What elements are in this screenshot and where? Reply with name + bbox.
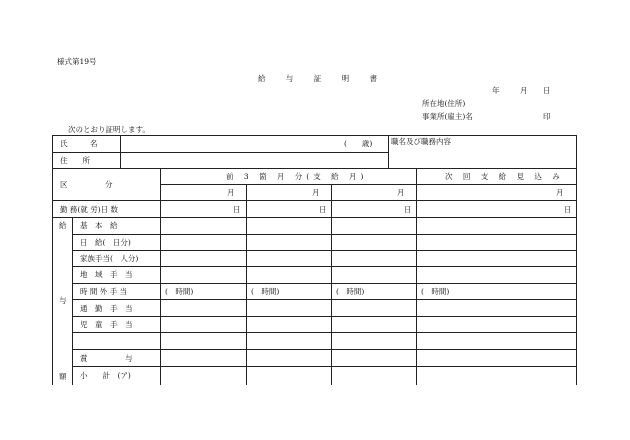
side-label-yo: 与 [59,296,67,305]
month-next: 月 [556,188,564,197]
overtime-hours-next: ( 時間) [421,287,450,296]
employer-label: 事業所(雇主)名 [422,112,473,121]
age-label: ( 歳) [344,139,373,148]
row-label-overtime: 時 間 外 手 当 [80,287,128,296]
work-days-label: 勤 務(就 労)日 数 [60,205,119,214]
day-3: 日 [404,205,412,214]
job-label: 職名及び職務内容 [391,137,451,146]
name-label: 氏 名 [60,139,98,148]
prev3-header: 前 3 箇 月 分(支 給 月) [226,172,368,181]
row-label-regional: 地 域 手 当 [80,270,133,279]
date-month: 月 [520,86,528,95]
month-2: 月 [312,188,320,197]
row-label-subtotal: 小 計 (ア) [80,371,131,380]
form-number: 様式第19号 [57,57,97,66]
row-label-basic: 基 本 給 [80,221,118,230]
day-1: 日 [233,205,241,214]
side-label-gaku: 額 [59,372,67,381]
side-label-kyu: 給 [59,221,67,230]
address-label: 所在地(住所) [422,99,466,108]
address-field[interactable] [121,153,387,167]
row-label-bonus: 賞 与 [80,354,133,363]
row-label-daily: 日 給( 日分) [80,238,131,247]
overtime-hours-2: ( 時間) [251,287,280,296]
day-2: 日 [319,205,327,214]
row-label-child: 児 童 手 当 [80,320,133,329]
category-label: 区 分 [60,180,113,189]
next-header: 次 回 支 給 見 込 み [445,172,564,181]
overtime-hours-3: ( 時間) [336,287,365,296]
page-title: 給 与 証 明 書 [258,74,387,83]
intro-text: 次のとおり証明します。 [68,125,150,134]
date-year: 年 [492,86,500,95]
seal-label: 印 [543,112,551,121]
month-3: 月 [397,188,405,197]
date-day: 日 [543,86,551,95]
day-next: 日 [564,205,572,214]
row-label-family: 家族手当( 人分) [80,254,139,263]
address-row-label: 住 所 [60,156,90,165]
overtime-hours-1: ( 時間) [165,287,194,296]
row-label-commute: 通 勤 手 当 [80,304,133,313]
month-1: 月 [227,188,235,197]
